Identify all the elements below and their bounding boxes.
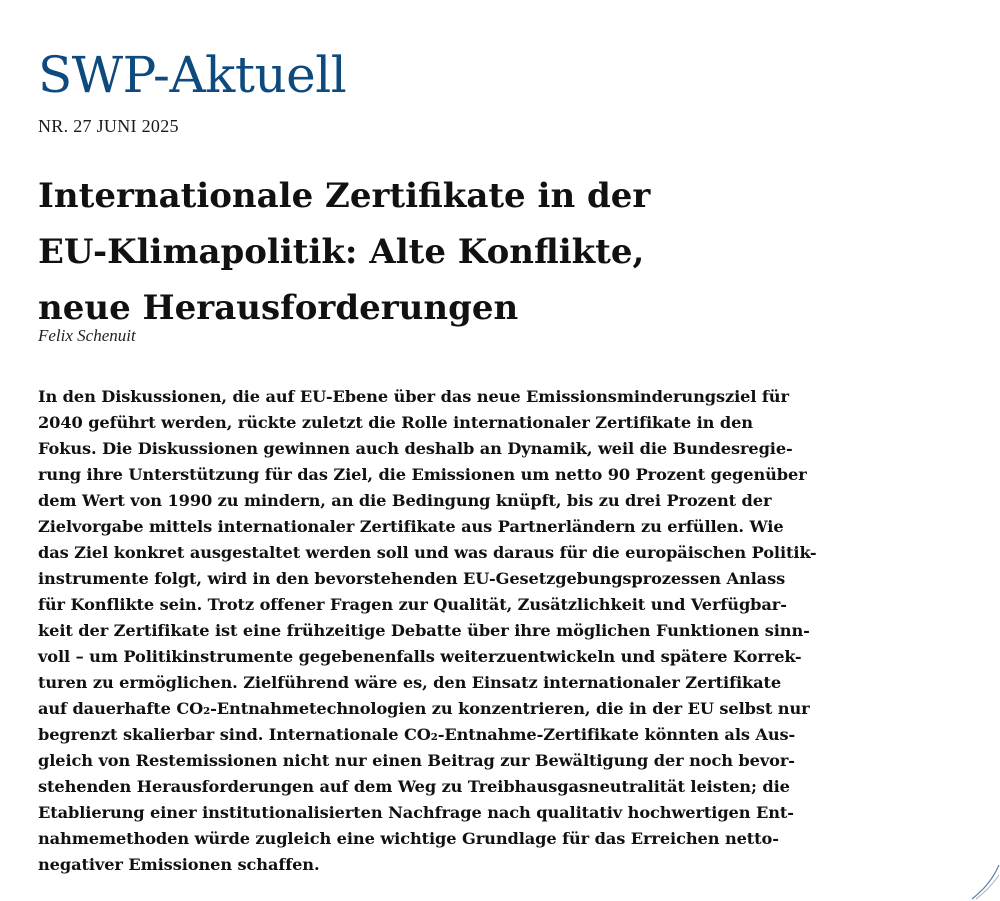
- abstract-line: nahmemethoden würde zugleich eine wichtige Grundlage für das Erreichen netto-: [38, 829, 779, 848]
- publication-masthead: SWP-Aktuell: [38, 46, 347, 104]
- abstract-line: 2040 geführt werden, rückte zuletzt die Rolle internationaler Zertifikate in den: [38, 413, 753, 432]
- abstract-line: stehenden Herausforderungen auf dem Weg zu Treibhausgasneutralität leisten; die: [38, 777, 790, 796]
- abstract-line: gleich von Restemissionen nicht nur einen Beitrag zur Bewältigung der noch bevor-: [38, 751, 795, 770]
- issue-number: NR. 27 JUNI 2025: [38, 116, 179, 136]
- abstract-line: Fokus. Die Diskussionen gewinnen auch deshalb an Dynamik, weil die Bundesregie-: [38, 439, 793, 458]
- abstract-line: auf dauerhafte CO₂-Entnahmetechnologien zu konzentrieren, die in der EU selbst nur: [38, 699, 810, 718]
- abstract-line: Etablierung einer institutionalisierten Nachfrage nach qualitativ hochwertigen Ent-: [38, 803, 794, 822]
- abstract-line: begrenzt skalierbar sind. Internationale CO₂-Entnahme-Zertifikate könnten als Aus-: [38, 725, 796, 744]
- abstract-line: keit der Zertifikate ist eine frühzeitige Debatte über ihre möglichen Funktionen sinn-: [38, 621, 810, 640]
- title-line: neue Herausforderungen: [38, 288, 519, 328]
- abstract-line: In den Diskussionen, die auf EU-Ebene über das neue Emissionsminderungsziel für: [38, 387, 789, 406]
- title-line: EU-Klimapolitik: Alte Konflikte,: [38, 232, 645, 272]
- title-line: Internationale Zertifikate in der: [38, 176, 651, 216]
- abstract-line: instrumente folgt, wird in den bevorstehenden EU-Gesetzgebungsprozessen Anlass: [38, 569, 786, 588]
- abstract-line: rung ihre Unterstützung für das Ziel, die Emissionen um netto 90 Prozent gegenüber: [38, 465, 807, 484]
- abstract-line: das Ziel konkret ausgestaltet werden soll und was daraus für die europäischen Politik-: [38, 543, 817, 562]
- abstract-line: dem Wert von 1990 zu mindern, an die Bedingung knüpft, bis zu drei Prozent der: [38, 491, 772, 510]
- abstract-line: für Konflikte sein. Trotz offener Fragen zur Qualität, Zusätzlichkeit und Verfügbar-: [38, 595, 787, 614]
- abstract-line: turen zu ermöglichen. Zielführend wäre es, den Einsatz internationaler Zertifikate: [38, 673, 782, 692]
- page-curl-decoration: [970, 861, 1000, 901]
- article-abstract: [38, 384, 828, 878]
- abstract-line: negativer Emissionen schaffen.: [38, 855, 320, 874]
- article-title: [38, 168, 650, 336]
- author-name: Felix Schenuit: [38, 326, 136, 345]
- abstract-line: voll – um Politikinstrumente gegebenenfalls weiterzuentwickeln und spätere Korrek-: [38, 647, 802, 666]
- abstract-line: Zielvorgabe mittels internationaler Zertifikate aus Partnerländern zu erfüllen. Wie: [38, 517, 784, 536]
